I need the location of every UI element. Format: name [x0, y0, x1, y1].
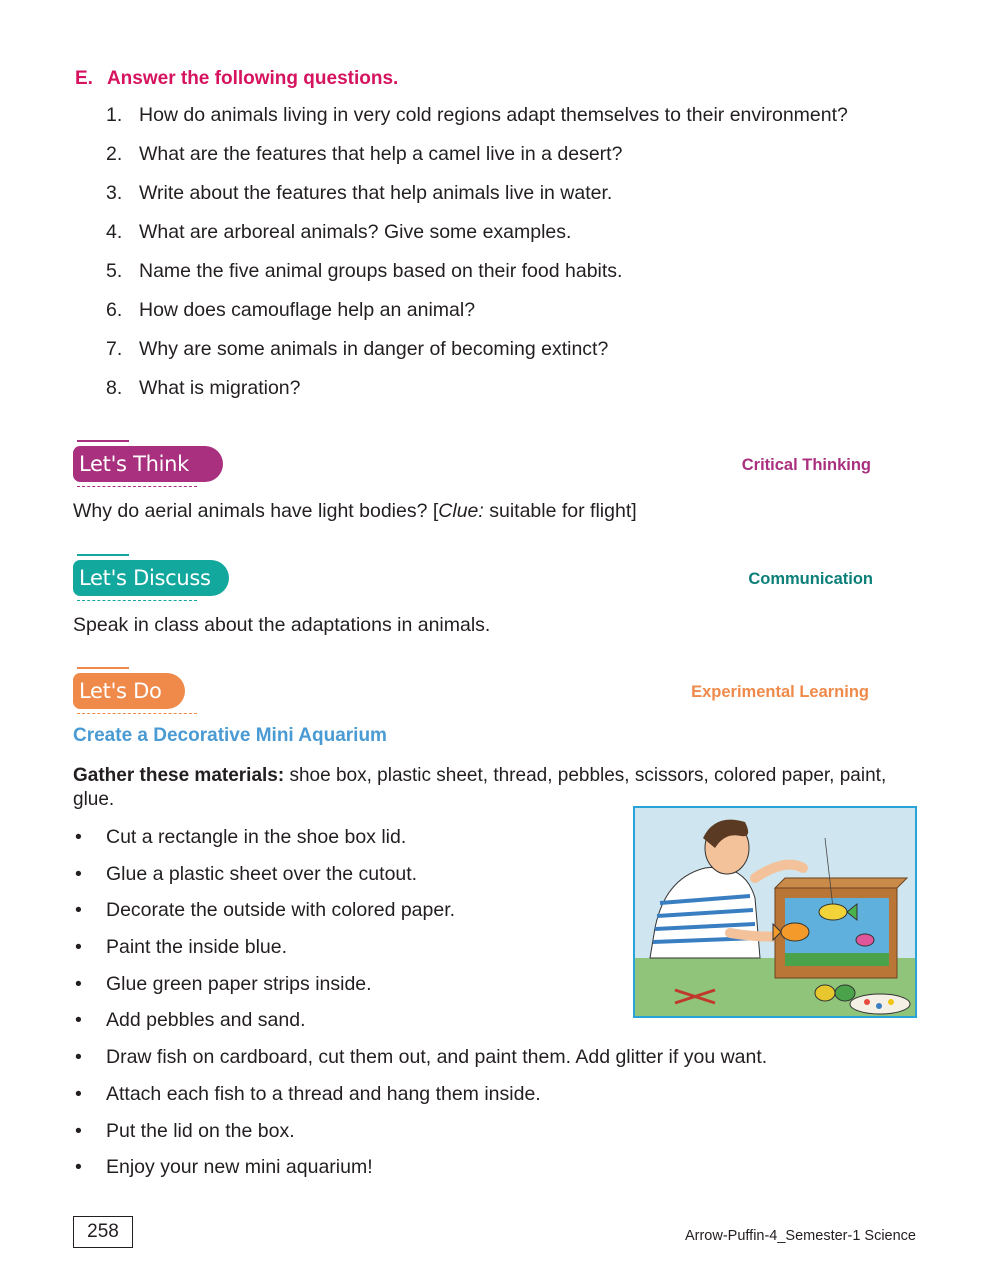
lets-think-badge: Let's Think	[73, 446, 223, 482]
question-text: Name the five animal groups based on their food habits.	[139, 260, 623, 282]
materials-text: shoe box, plastic sheet, thread, pebbles, scissors, colored paper, paint, glue.	[73, 765, 887, 810]
section-letter: E.	[75, 68, 93, 89]
question-text: What are the features that help a camel live in a desert?	[139, 143, 623, 165]
step-text: Decorate the outside with colored paper.	[106, 899, 456, 922]
question-number: 7.	[106, 338, 123, 360]
step-item	[73, 1117, 873, 1154]
question-number: 4.	[106, 221, 123, 243]
step-text: Cut a rectangle in the shoe box lid.	[106, 826, 407, 848]
step-text: Put the lid on the box.	[106, 1119, 295, 1142]
section-title: Answer the following questions.	[106, 68, 399, 89]
bullet-icon: •	[75, 1046, 82, 1069]
bullet-icon: •	[75, 1082, 82, 1105]
bullet-icon: •	[75, 1009, 82, 1032]
aquarium-drawing	[635, 808, 915, 1016]
page-number: 258	[73, 1216, 133, 1248]
lets-think-text	[73, 498, 637, 524]
lets-discuss-badge: Let's Discuss	[73, 560, 229, 596]
bullet-icon: •	[75, 826, 82, 848]
question-number: 3.	[106, 182, 123, 204]
step-text: Draw fish on cardboard, cut them out, and paint them. Add glitter if you want.	[106, 1046, 768, 1069]
bullet-icon: •	[75, 899, 82, 922]
book-title-footer: Arrow-Puffin-4_Semester-1 Science	[684, 1228, 916, 1244]
bullet-icon: •	[75, 936, 82, 959]
bullet-icon: •	[75, 1119, 82, 1142]
question-text: Why are some animals in danger of becoming extinct?	[139, 338, 609, 360]
bullet-icon: •	[75, 1156, 82, 1179]
question-text: How do animals living in very cold regions adapt themselves to their environment?	[139, 104, 848, 126]
activity-title: Create a Decorative Mini Aquarium	[73, 725, 387, 746]
section-e-heading	[75, 68, 398, 90]
question-item	[106, 140, 946, 179]
communication-label: Communication	[748, 570, 873, 588]
think-text-before: Why do aerial animals have light bodies? [	[73, 500, 439, 522]
step-item	[73, 1153, 873, 1190]
bullet-icon: •	[75, 862, 82, 885]
question-number: 5.	[106, 260, 123, 282]
question-item	[106, 296, 946, 335]
step-text: Glue green paper strips inside.	[106, 972, 372, 995]
step-text: Add pebbles and sand.	[106, 1009, 306, 1032]
step-item	[73, 1043, 873, 1080]
question-text: How does camouflage help an animal?	[139, 299, 476, 321]
question-number: 2.	[106, 143, 123, 165]
question-item	[106, 374, 946, 413]
question-item	[106, 179, 946, 218]
step-text: Enjoy your new mini aquarium!	[106, 1156, 373, 1179]
question-item	[106, 101, 946, 140]
question-number: 1.	[106, 104, 123, 126]
question-item	[106, 335, 946, 374]
lets-do-badge: Let's Do	[73, 673, 185, 709]
aquarium-illustration	[633, 806, 917, 1018]
question-item	[106, 218, 946, 257]
materials-label: Gather these materials:	[73, 765, 285, 786]
materials-list	[73, 764, 903, 812]
question-number: 8.	[106, 377, 123, 399]
step-text: Attach each fish to a thread and hang them inside.	[106, 1082, 541, 1105]
step-item	[73, 1080, 873, 1117]
bullet-icon: •	[75, 972, 82, 995]
question-list	[106, 101, 946, 413]
experimental-learning-label: Experimental Learning	[691, 683, 869, 701]
question-number: 6.	[106, 299, 123, 321]
question-text: What is migration?	[139, 377, 301, 399]
clue-label: Clue:	[438, 500, 484, 522]
critical-thinking-label: Critical Thinking	[741, 456, 871, 474]
step-text: Paint the inside blue.	[106, 936, 288, 959]
question-text: Write about the features that help animals live in water.	[139, 182, 613, 204]
question-item	[106, 257, 946, 296]
think-text-after: suitable for flight]	[483, 500, 637, 522]
lets-discuss-text: Speak in class about the adaptations in animals.	[73, 614, 491, 636]
question-text: What are arboreal animals? Give some examples.	[139, 221, 572, 243]
step-text: Glue a plastic sheet over the cutout.	[106, 862, 418, 885]
